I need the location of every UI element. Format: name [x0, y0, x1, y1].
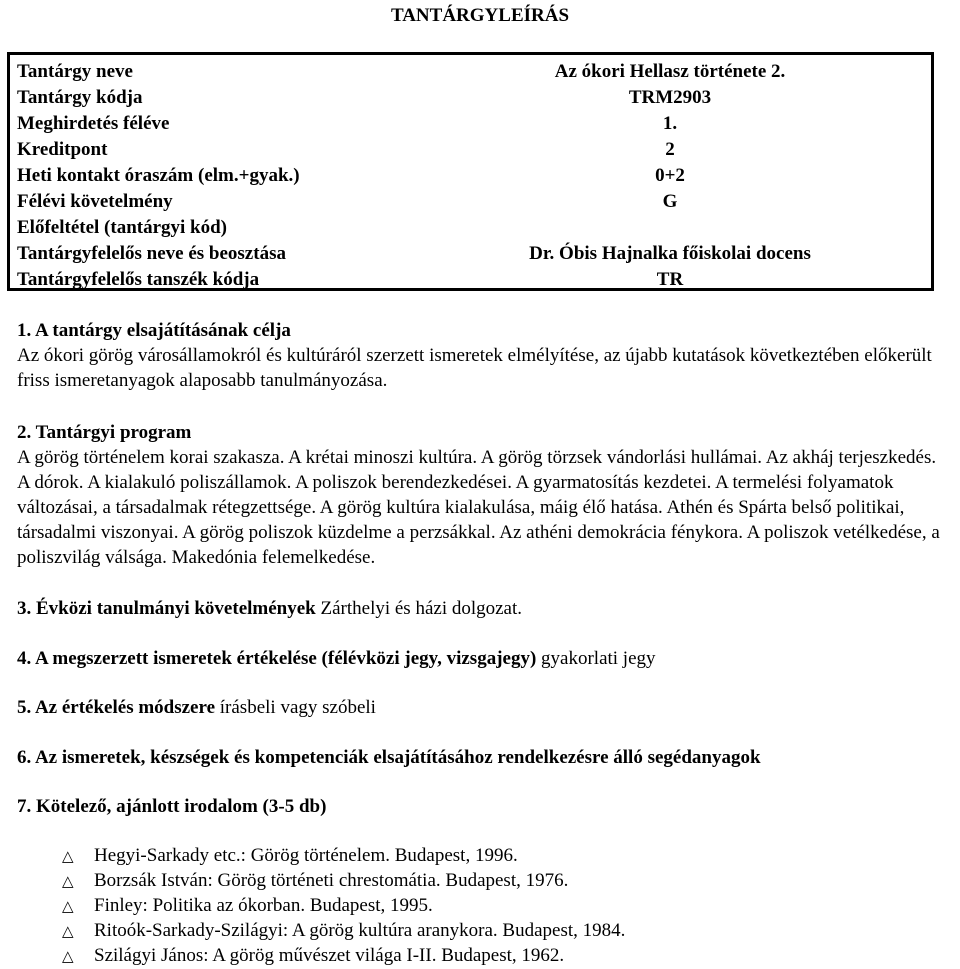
info-value: Dr. Óbis Hajnalka főiskolai docens: [529, 243, 811, 264]
section-course-program: [17, 420, 952, 570]
section-text: gyakorlati jegy: [541, 648, 656, 669]
section-heading: 7. Kötelező, ajánlott irodalom (3-5 db): [17, 796, 327, 817]
info-value: Az ókori Hellasz története 2.: [554, 61, 786, 82]
document-title: TANTÁRGYLEÍRÁS: [390, 5, 570, 26]
list-item: [62, 893, 625, 918]
info-row-requirement: [10, 189, 931, 215]
info-row-weekly-hours: [10, 163, 931, 189]
info-value: 2: [665, 139, 675, 160]
info-label: Heti kontakt óraszám (elm.+gyak.): [17, 165, 300, 186]
info-row-course-code: [10, 85, 931, 111]
literature-list: [62, 843, 625, 968]
literature-entry: Hegyi-Sarkady etc.: Görög történelem. Budapest, 1996.: [94, 845, 518, 866]
triangle-outline-bullet-icon: △: [62, 847, 74, 865]
literature-entry: Borzsák István: Görög történeti chrestomátia. Budapest, 1976.: [94, 870, 569, 891]
info-row-department-code: [10, 267, 931, 293]
info-label: Tantárgy kódja: [17, 87, 143, 108]
info-value: 1.: [662, 113, 678, 134]
triangle-outline-bullet-icon: △: [62, 872, 74, 890]
info-row-credits: [10, 137, 931, 163]
list-item: [62, 943, 625, 968]
info-label: Tantárgyfelelős neve és beosztása: [17, 243, 286, 264]
section-literature: [17, 794, 952, 819]
course-info-table: [7, 52, 934, 291]
section-text: A görög történelem korai szakasza. A krétai minoszi kultúra. A görög törzsek vándorlási hullámai. Az akháj terjeszkedés. A dórok. A kialakuló poliszállamok. A poliszok berendezkedései. A gyarmatosítás kezdetei. A termelési folyamatok változásai, a társadalmak rétegzettsége. A görög kultúra kialakulása, máig élő hatása. Athén és Spárta belső politikai, társadalmi viszonyai. A görög poliszok küzdelme a perzsákkal. Az athéni demokrácia fénykora. A poliszok vetélkedése, a poliszvilág válsága. Makedónia felemelkedése.: [17, 447, 940, 568]
info-value: TR: [656, 269, 684, 290]
literature-entry: Finley: Politika az ókorban. Budapest, 1995.: [94, 895, 433, 916]
triangle-outline-bullet-icon: △: [62, 897, 74, 915]
section-text: Zárthelyi és házi dolgozat.: [320, 598, 523, 619]
section-heading: 5. Az értékelés módszere: [17, 697, 216, 718]
list-item: [62, 843, 625, 868]
info-value: G: [662, 191, 678, 212]
info-row-prerequisite: [10, 215, 931, 241]
list-item: [62, 868, 625, 893]
info-label: Előfeltétel (tantárgyi kód): [17, 217, 228, 238]
list-item: [62, 918, 625, 943]
section-heading: 1. A tantárgy elsajátításának célja: [17, 320, 291, 341]
section-course-goal: [17, 318, 952, 393]
info-label: Félévi követelmény: [17, 191, 173, 212]
section-heading: 6. Az ismeretek, készségek és kompetenciák elsajátításához rendelkezésre álló segédanyagok: [17, 747, 761, 768]
info-row-semester: [10, 111, 931, 137]
section-heading: 2. Tantárgyi program: [17, 422, 192, 443]
info-label: Tantárgy neve: [17, 61, 133, 82]
info-value: 0+2: [655, 165, 685, 186]
section-evaluation-method: [17, 695, 952, 720]
section-text: írásbeli vagy szóbeli: [219, 697, 376, 718]
info-label: Meghirdetés féléve: [17, 113, 170, 134]
section-learning-materials: [17, 745, 952, 770]
literature-entry: Szilágyi János: A görög művészet világa I-II. Budapest, 1962.: [94, 945, 565, 966]
info-label: Tantárgyfelelős tanszék kódja: [17, 269, 260, 290]
info-row-course-name: [10, 59, 931, 85]
info-row-responsible-person: [10, 241, 931, 267]
literature-entry: Ritoók-Sarkady-Szilágyi: A görög kultúra aranykora. Budapest, 1984.: [94, 920, 626, 941]
triangle-outline-bullet-icon: △: [62, 922, 74, 940]
section-heading: 4. A megszerzett ismeretek értékelése (félévközi jegy, vizsgajegy): [17, 648, 537, 669]
section-text: Az ókori görög városállamokról és kultúráról szerzett ismeretek elmélyítése, az újabb kutatások következtében előkerült friss ismeretanyagok alaposabb tanulmányozása.: [17, 345, 932, 391]
section-evaluation: [17, 646, 952, 671]
triangle-outline-bullet-icon: △: [62, 947, 74, 965]
info-value: TRM2903: [628, 87, 712, 108]
info-label: Kreditpont: [17, 139, 108, 160]
section-heading: 3. Évközi tanulmányi követelmények: [17, 598, 316, 619]
section-semester-requirements: [17, 596, 952, 621]
